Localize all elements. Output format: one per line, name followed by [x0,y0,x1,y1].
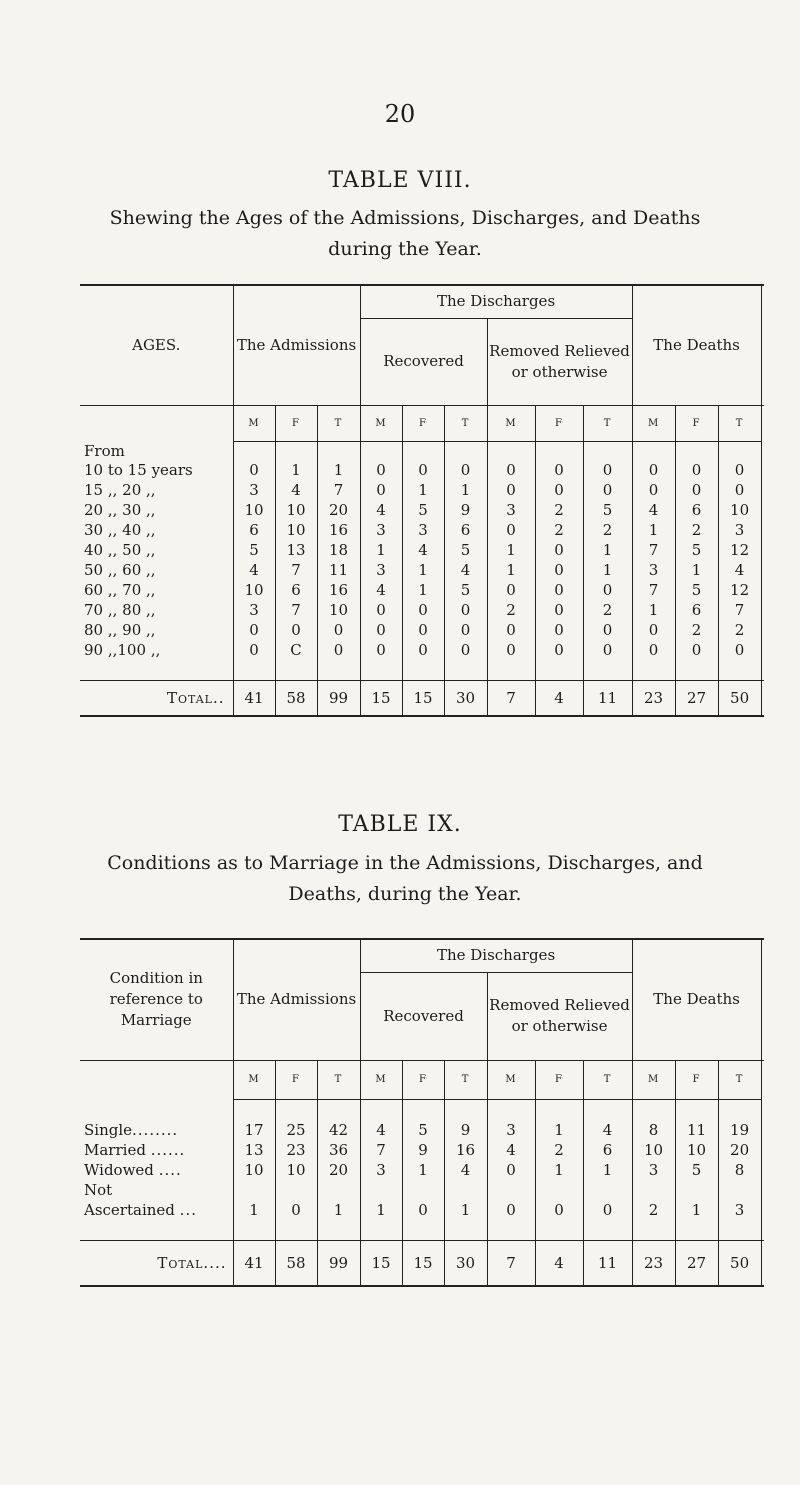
table9-removed-header: Removed Relieved or otherwise [487,972,632,1060]
cell: 0 [487,580,535,600]
cell: 1 [583,560,632,580]
cell: 16 [317,580,360,600]
cell: 4 [487,1140,535,1160]
cell: 2 [583,520,632,540]
cell: 10 [675,1140,718,1160]
cell: 0 [402,640,444,660]
cell: 0 [583,1200,632,1220]
table8-col-m: M [233,405,275,441]
cell: 0 [583,580,632,600]
table8-col-t: T [444,405,487,441]
cell: C [275,640,317,660]
cell: 1 [632,600,675,620]
cell: 2 [487,600,535,620]
table9-col-m: M [632,1060,675,1099]
cell: 4 [718,560,761,580]
cell: 0 [317,640,360,660]
cell: 58 [275,680,317,716]
cell: 0 [535,540,583,560]
cell: 0 [360,460,402,480]
table8-age-label: 70 ,, 80 ,, [84,601,156,619]
cell: 0 [360,640,402,660]
table8-deaths-header: The Deaths [632,285,761,405]
cell: 5 [675,580,718,600]
cell: 5 [444,580,487,600]
table9-col-m: M [233,1060,275,1099]
cell: 2 [535,500,583,520]
cell: 0 [535,580,583,600]
cell: 0 [444,640,487,660]
cell: 0 [535,620,583,640]
table8-age-label: 50 ,, 60 ,, [84,561,156,579]
table9-col-f: F [402,1060,444,1099]
cell: 10 [275,500,317,520]
cell: 0 [675,480,718,500]
table8-age-label: 60 ,, 70 ,, [84,581,156,599]
table9-admissions-header: The Admissions [233,939,360,1060]
cell: 25 [275,1120,317,1140]
cell: 3 [487,1120,535,1140]
table8-col-f: F [402,405,444,441]
table8-col-f: F [275,405,317,441]
cell: 8 [632,1120,675,1140]
cell: 1 [317,1200,360,1220]
table9-condition-label: Single........ [84,1121,179,1139]
table9-col-t: T [583,1060,632,1099]
cell: 1 [583,1160,632,1180]
cell: 6 [275,580,317,600]
cell: 5 [675,1160,718,1180]
cell: 11 [675,1120,718,1140]
cell: 27 [675,680,718,716]
cell: 6 [233,520,275,540]
cell: 1 [402,1160,444,1180]
table8-col-m: M [360,405,402,441]
cell: 7 [275,600,317,620]
cell: 36 [317,1140,360,1160]
cell: 3 [718,520,761,540]
cell: 1 [233,1200,275,1220]
cell: 3 [632,1160,675,1180]
cell: 10 [275,520,317,540]
cell: 12 [718,540,761,560]
cell: 2 [675,520,718,540]
cell: 99 [317,680,360,716]
cell: 8 [718,1160,761,1180]
cell: 10 [233,580,275,600]
table8-col-m: M [487,405,535,441]
cell: 20 [317,500,360,520]
table8-from-label: From [84,441,125,460]
table8-age-label: 15 ,, 20 ,, [84,481,156,499]
cell: 0 [444,600,487,620]
cell: 0 [632,620,675,640]
cell: 30 [444,1240,487,1286]
cell: 0 [535,560,583,580]
table8-col-f: F [535,405,583,441]
cell: 0 [535,480,583,500]
cell: 50 [718,680,761,716]
cell: 1 [402,580,444,600]
cell: 3 [402,520,444,540]
cell: 4 [632,500,675,520]
cell: 4 [233,560,275,580]
cell: 0 [632,640,675,660]
cell: 3 [360,560,402,580]
cell: 0 [535,460,583,480]
cell: 0 [583,480,632,500]
table9-total-row [80,1240,764,1286]
cell: 11 [317,560,360,580]
cell: 6 [444,520,487,540]
cell: 7 [632,580,675,600]
cell: 19 [718,1120,761,1140]
cell: 0 [487,520,535,540]
cell: 13 [275,540,317,560]
cell: 3 [233,600,275,620]
cell: 0 [444,460,487,480]
cell: 50 [718,1240,761,1286]
cell: 4 [535,680,583,716]
table9-body [80,1120,764,1220]
table8-col-m: M [632,405,675,441]
table9-condition-label: Married ...... [84,1141,186,1159]
cell: 4 [402,540,444,560]
table8-total-label: Total.. [80,680,233,716]
table8-age-label: 10 to 15 years [84,461,193,479]
table9-recovered-header: Recovered [360,972,487,1060]
cell: 3 [632,560,675,580]
table8-removed-header: Removed Relieved or otherwise [487,318,632,405]
table8-age-label: 20 ,, 30 ,, [84,501,156,519]
table9-col-f: F [535,1060,583,1099]
cell: 5 [402,1120,444,1140]
cell: 13 [233,1140,275,1160]
cell: 1 [487,560,535,580]
page-number: 20 [384,100,416,128]
cell: 12 [718,580,761,600]
table9-total-label: Total.... [80,1240,233,1286]
cell: 16 [444,1140,487,1160]
cell: 1 [632,520,675,540]
cell: 3 [360,520,402,540]
cell: 0 [632,480,675,500]
cell: 6 [675,600,718,620]
table8-admissions-header: The Admissions [233,285,360,405]
cell: 1 [360,540,402,560]
cell: 4 [360,1120,402,1140]
cell: 3 [718,1200,761,1220]
cell: 1 [444,480,487,500]
cell: 0 [444,620,487,640]
cell: 2 [583,600,632,620]
cell: 6 [675,500,718,520]
cell: 0 [718,640,761,660]
table8-ages-header: AGES. [80,285,233,405]
table8-col-t: T [718,405,761,441]
cell: 7 [275,560,317,580]
table8-age-label: 30 ,, 40 ,, [84,521,156,539]
cell: 2 [718,620,761,640]
cell: 23 [632,1240,675,1286]
cell: 10 [632,1140,675,1160]
table8-age-label: 40 ,, 50 ,, [84,541,156,559]
cell: 20 [718,1140,761,1160]
cell: 27 [675,1240,718,1286]
table9-caption: Conditions as to Marriage in the Admissions, Discharges, and Deaths, during the Year. [107,852,703,905]
cell: 0 [535,640,583,660]
cell: 0 [718,460,761,480]
cell: 4 [360,500,402,520]
cell: 7 [632,540,675,560]
cell: 23 [275,1140,317,1160]
cell: 5 [444,540,487,560]
cell: 0 [402,460,444,480]
table8-age-label: 80 ,, 90 ,, [84,621,156,639]
table8-col-t: T [583,405,632,441]
cell: 1 [444,1200,487,1220]
table9 [80,938,764,1287]
table8-col-t: T [317,405,360,441]
table9-col-m: M [487,1060,535,1099]
cell: 1 [535,1120,583,1140]
cell: 30 [444,680,487,716]
cell: 15 [360,680,402,716]
table9-condition-label: Widowed .... [84,1161,182,1179]
cell: 0 [535,1200,583,1220]
table9-col-m: M [360,1060,402,1099]
cell: 2 [535,1140,583,1160]
cell: 0 [718,480,761,500]
cell: 58 [275,1240,317,1286]
table8-age-label: 90 ,,100 ,, [84,641,161,659]
table9-col-f: F [275,1060,317,1099]
cell: 0 [583,640,632,660]
table8-col-f: F [675,405,718,441]
cell: 0 [535,600,583,620]
cell: 7 [317,480,360,500]
cell: 1 [402,560,444,580]
cell: 1 [317,460,360,480]
cell: 20 [317,1160,360,1180]
table8-body [80,460,764,660]
table8-total-row [80,680,764,716]
cell: 7 [718,600,761,620]
table8-recovered-header: Recovered [360,318,487,405]
cell: 2 [632,1200,675,1220]
cell: 0 [583,620,632,640]
cell: 10 [233,500,275,520]
cell: 5 [583,500,632,520]
cell: 15 [402,1240,444,1286]
cell: 10 [233,1160,275,1180]
cell: 0 [675,640,718,660]
cell: 4 [444,1160,487,1180]
cell: 9 [444,500,487,520]
cell: 1 [487,540,535,560]
cell: 3 [360,1160,402,1180]
cell: 0 [233,620,275,640]
cell: 4 [360,580,402,600]
cell: 5 [233,540,275,560]
cell: 0 [583,460,632,480]
cell: 0 [275,1200,317,1220]
table9-deaths-header: The Deaths [632,939,761,1060]
cell: 4 [583,1120,632,1140]
cell: 0 [233,640,275,660]
cell: 0 [402,1200,444,1220]
cell: 16 [317,520,360,540]
cell: 11 [583,1240,632,1286]
cell: 9 [402,1140,444,1160]
cell: 10 [718,500,761,520]
table9-condition-header: Condition in reference to Marriage [80,939,233,1060]
cell: 41 [233,1240,275,1286]
cell: 0 [402,600,444,620]
table9-col-t: T [317,1060,360,1099]
cell: 1 [360,1200,402,1220]
cell: 6 [583,1140,632,1160]
cell: 0 [487,480,535,500]
cell: 1 [402,480,444,500]
cell: 42 [317,1120,360,1140]
cell: 4 [535,1240,583,1286]
cell: 0 [487,640,535,660]
table8 [80,284,764,717]
cell: 99 [317,1240,360,1286]
cell: 3 [233,480,275,500]
cell: 0 [675,460,718,480]
cell: 2 [675,620,718,640]
table8-discharges-header: The Discharges [360,285,632,318]
cell: 0 [360,600,402,620]
cell: 7 [360,1140,402,1160]
cell: 2 [535,520,583,540]
cell: 0 [275,620,317,640]
cell: 11 [583,680,632,716]
table9-discharges-header: The Discharges [360,939,632,972]
cell: 0 [487,1160,535,1180]
table8-title: TABLE VIII. [328,168,472,193]
cell: 1 [583,540,632,560]
table9-col-f: F [675,1060,718,1099]
cell: 0 [487,620,535,640]
cell: 7 [487,1240,535,1286]
cell: 23 [632,680,675,716]
cell: 0 [233,460,275,480]
cell: 0 [317,620,360,640]
cell: 10 [317,600,360,620]
cell: 9 [444,1120,487,1140]
cell: 1 [275,460,317,480]
table9-col-t: T [718,1060,761,1099]
table9-title: TABLE IX. [338,812,462,837]
cell: 18 [317,540,360,560]
cell: 0 [360,480,402,500]
cell: 0 [402,620,444,640]
cell: 1 [675,560,718,580]
cell: 0 [487,1200,535,1220]
cell: 5 [402,500,444,520]
table8-caption: Shewing the Ages of the Admissions, Discharges, and Deaths during the Year. [109,207,701,260]
cell: 1 [535,1160,583,1180]
cell: 4 [275,480,317,500]
cell: 0 [632,460,675,480]
cell: 0 [487,460,535,480]
cell: 41 [233,680,275,716]
cell: 15 [360,1240,402,1286]
cell: 3 [487,500,535,520]
cell: 4 [444,560,487,580]
cell: 17 [233,1120,275,1140]
cell: 5 [675,540,718,560]
cell: 0 [360,620,402,640]
cell: 1 [675,1200,718,1220]
table9-col-t: T [444,1060,487,1099]
cell: 7 [487,680,535,716]
cell: 15 [402,680,444,716]
cell: 10 [275,1160,317,1180]
table9-condition-label: Ascertained ... [84,1201,197,1219]
table9-condition-label: Not [84,1181,113,1199]
